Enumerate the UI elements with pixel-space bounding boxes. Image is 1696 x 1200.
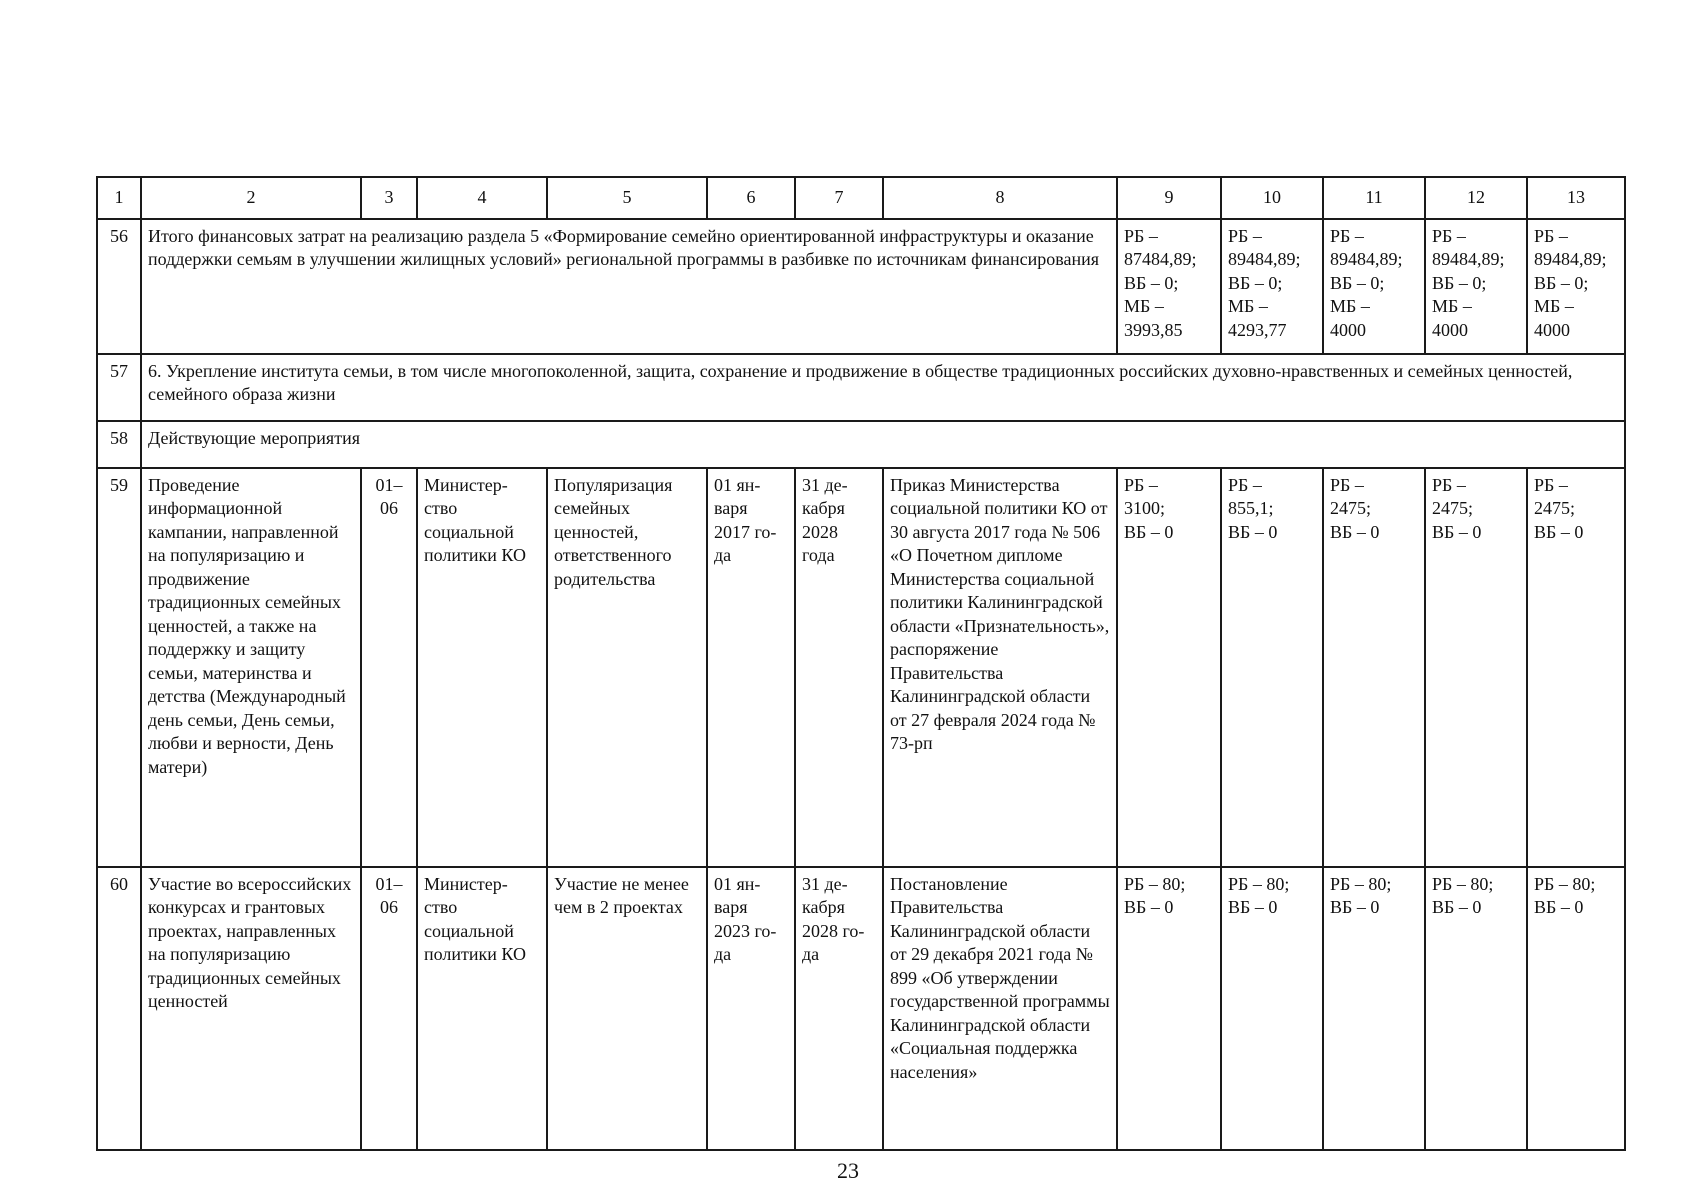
fin-cell-10: РБ – 89484,89; ВБ – 0; МБ – 4293,77: [1221, 219, 1323, 354]
executor-cell: Министер- ство социальной политики КО: [417, 468, 547, 867]
header-row: [97, 177, 1625, 219]
end-date-cell: 31 де- кабря 2028 года: [795, 468, 883, 867]
result-cell: Популяризация семейных ценностей, ответственного родительства: [547, 468, 707, 867]
fin-cell-12: РБ – 80; ВБ – 0: [1425, 867, 1527, 1150]
row-number: 57: [97, 354, 141, 421]
fin-cell-12: РБ – 89484,89; ВБ – 0; МБ – 4000: [1425, 219, 1527, 354]
header-cell: 11: [1323, 177, 1425, 219]
table-row-58: [97, 421, 1625, 468]
row-number: 59: [97, 468, 141, 867]
header-cell: 5: [547, 177, 707, 219]
start-date-cell: 01 ян- варя 2023 го- да: [707, 867, 795, 1150]
header-cell: 10: [1221, 177, 1323, 219]
header-cell: 3: [361, 177, 417, 219]
row-number: 60: [97, 867, 141, 1150]
fin-cell-13: РБ – 80; ВБ – 0: [1527, 867, 1625, 1150]
fin-cell-11: РБ – 2475; ВБ – 0: [1323, 468, 1425, 867]
legal-basis-cell: Постановление Правительства Калининградской области от 29 декабря 2021 года № 899 «Об утверждении государственной программы Калининградской области «Социальная поддержка населения»: [883, 867, 1117, 1150]
header-cell: 9: [1117, 177, 1221, 219]
fin-cell-13: РБ – 2475; ВБ – 0: [1527, 468, 1625, 867]
table-row-60: [97, 867, 1625, 1150]
event-name: Проведение информационной кампании, направленной на популяризацию и продвижение традиционных семейных ценностей, а также на поддержку и защиту семьи, материнства и детства (Международный день семьи, День семьи, любви и верности, День матери): [141, 468, 361, 867]
section-heading: 6. Укрепление института семьи, в том числе многопоколенной, защита, сохранение и продвижение в обществе традиционных российских духовно-нравственных и семейных ценностей, семейного образа жизни: [141, 354, 1625, 421]
result-cell: Участие не менее чем в 2 проектах: [547, 867, 707, 1150]
fin-cell-10: РБ – 855,1; ВБ – 0: [1221, 468, 1323, 867]
row-number: 56: [97, 219, 141, 354]
fin-cell-11: РБ – 80; ВБ – 0: [1323, 867, 1425, 1150]
start-date-cell: 01 ян- варя 2017 го- да: [707, 468, 795, 867]
fin-cell-9: РБ – 87484,89; ВБ – 0; МБ – 3993,85: [1117, 219, 1221, 354]
header-cell: 12: [1425, 177, 1527, 219]
header-cell: 13: [1527, 177, 1625, 219]
header-cell: 2: [141, 177, 361, 219]
fin-cell-12: РБ – 2475; ВБ – 0: [1425, 468, 1527, 867]
header-cell: 7: [795, 177, 883, 219]
header-cell: 8: [883, 177, 1117, 219]
table-row-59: [97, 468, 1625, 867]
fin-cell-13: РБ – 89484,89; ВБ – 0; МБ – 4000: [1527, 219, 1625, 354]
legal-basis-cell: Приказ Министерства социальной политики КО от 30 августа 2017 года № 506 «О Почетном дипломе Министерства социальной политики Калининградской области «Признательность», распоряжение Правительства Калининградской области от 27 февраля 2024 года № 73-рп: [883, 468, 1117, 867]
fin-cell-10: РБ – 80; ВБ – 0: [1221, 867, 1323, 1150]
total-costs-text: Итого финансовых затрат на реализацию раздела 5 «Формирование семейно ориентированной инфраструктуры и оказание поддержки семьям в улучшении жилищных условий» региональной программы в разбивке по источникам финансирования: [141, 219, 1117, 354]
executor-cell: Министер- ство социальной политики КО: [417, 867, 547, 1150]
header-cell: 1: [97, 177, 141, 219]
event-name: Участие во всероссийских конкурсах и грантовых проектах, направленных на популяризацию традиционных семейных ценностей: [141, 867, 361, 1150]
end-date-cell: 31 де- кабря 2028 го- да: [795, 867, 883, 1150]
subsection-heading: Действующие мероприятия: [141, 421, 1625, 468]
table-row-56: [97, 219, 1625, 354]
code-cell: 01– 06: [361, 867, 417, 1150]
fin-cell-9: РБ – 3100; ВБ – 0: [1117, 468, 1221, 867]
fin-cell-11: РБ – 89484,89; ВБ – 0; МБ – 4000: [1323, 219, 1425, 354]
row-number: 58: [97, 421, 141, 468]
header-cell: 4: [417, 177, 547, 219]
page-number: 23: [837, 1158, 859, 1183]
program-table: [96, 176, 1626, 1151]
header-cell: 6: [707, 177, 795, 219]
code-cell: 01– 06: [361, 468, 417, 867]
fin-cell-9: РБ – 80; ВБ – 0: [1117, 867, 1221, 1150]
table-row-57: [97, 354, 1625, 421]
